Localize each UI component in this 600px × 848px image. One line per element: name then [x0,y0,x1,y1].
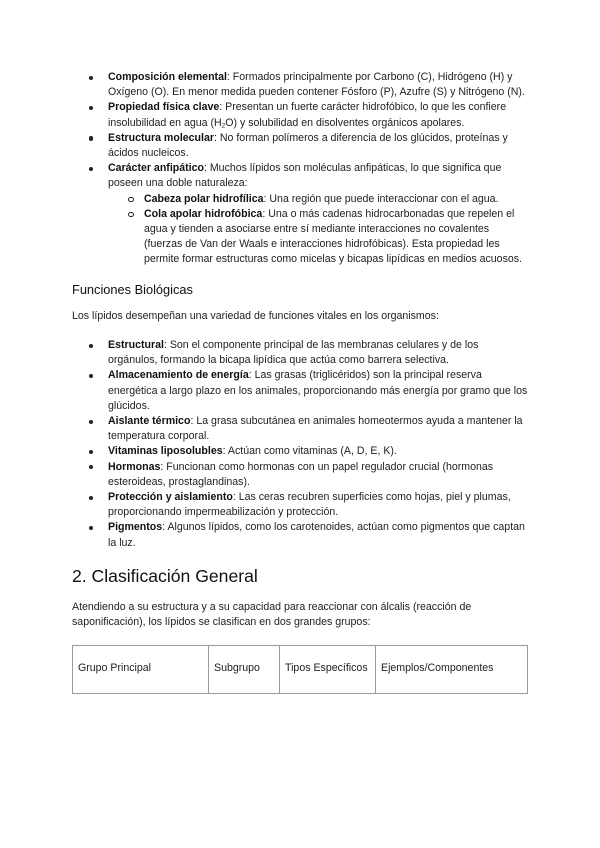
section-heading-clasificacion: 2. Clasificación General [72,565,258,586]
list-item [72,490,530,520]
item-label: Protección y aislamiento [108,491,233,504]
item-text: : Funcionan como hormonas con un papel regulador crucial (hormonas esteroideas, prostaglandinas). [108,460,494,488]
table-header-cell: Grupo Principal [73,645,209,693]
item-text: : Las grasas (triglicéridos) son la principal reserva energética a largo plazo en los animales, proporcionando más energía por gramo que los glúcidos. [108,369,528,412]
item-text: : Las ceras recubren superficies como hojas, piel y plumas, proporcionando impermeabilización y protección. [108,491,511,519]
item-label: Propiedad física clave [108,101,220,114]
item-label: Estructural [108,339,164,352]
anfipatico-sublist [108,192,530,268]
list-item [72,414,530,444]
list-item [72,100,530,130]
properties-list [72,70,530,268]
item-label: Hormonas [108,460,161,473]
item-text: : Presentan un fuerte carácter hidrofóbico, lo que les confiere insolubilidad en agua (H [108,101,507,129]
list-item [72,338,530,368]
item-text: O) y solubilidad en disolventes orgánicos apolares. [225,116,465,129]
sublist-item [108,207,530,268]
list-item [72,161,530,267]
item-label: Cola apolar hidrofóbica [144,207,263,220]
item-text: : Actúan como vitaminas (A, D, E, K). [222,445,397,458]
item-label: Estructura molecular [108,131,214,144]
item-label: Vitaminas liposolubles [108,445,223,458]
item-text: : Algunos lípidos, como los carotenoides, actúan como pigmentos que captan la luz. [108,521,525,549]
item-label: Almacenamiento de energía [108,369,249,382]
item-text: : Formados principalmente por Carbono (C), Hidrógeno (H) y Oxígeno (O). En menor medida pueden contener Fósforo (P), Azufre (S) y Nitrógeno (N). [108,71,525,99]
clasificacion-intro: Atendiendo a su estructura y a su capacidad para reaccionar con álcalis (reacción de saponificación), los lípidos se clasifican en dos grandes grupos: [72,601,472,629]
list-item [72,444,530,459]
funciones-list [72,338,530,551]
item-label: Cabeza polar hidrofílica [144,192,264,205]
item-text: : Una región que puede interaccionar con el agua. [263,192,499,205]
list-item [72,460,530,490]
classification-table [72,645,528,694]
document-content [72,70,530,694]
item-label: Composición elemental [108,71,227,83]
item-text: : Son el componente principal de las membranas celulares y de los orgánulos, formando la bicapa lipídica que actúa como barrera selectiva. [108,339,479,367]
sublist-item [108,192,530,207]
item-label: Pigmentos [108,521,163,534]
item-text: : Muchos lípidos son moléculas anfipáticas, lo que significa que poseen una doble naturaleza: [108,162,502,190]
list-item [72,368,530,414]
table-header-row [73,645,528,693]
table-header-cell: Ejemplos/Componentes [376,645,528,693]
item-text: : La grasa subcutánea en animales homeotermos ayuda a mantener la temperatura corporal. [108,415,523,443]
funciones-intro: Los lípidos desempeñan una variedad de funciones vitales en los organismos: [72,309,439,322]
item-label: Carácter anfipático [108,162,204,175]
table-header-cell: Subgrupo [209,645,280,693]
subscript: 2 [221,122,226,130]
item-label: Aislante térmico [108,415,191,428]
item-text: : No forman polímeros a diferencia de los glúcidos, proteínas y ácidos nucleicos. [108,131,508,160]
section-heading-funciones: Funciones Biológicas [72,281,193,297]
list-item [72,131,530,161]
table-header-cell: Tipos Específicos [280,645,376,693]
list-item [72,70,530,100]
list-item [72,520,530,550]
item-text: : Una o más cadenas hidrocarbonadas que repelen el agua y tienden a asociarse entre sí mediante interacciones no covalentes (fuerzas de Van der Waals e interacciones hidrofóbicas). Esta propiedad les permite formar estructuras como micelas y bicapas lipídicas en medios acuosos. [144,207,522,266]
